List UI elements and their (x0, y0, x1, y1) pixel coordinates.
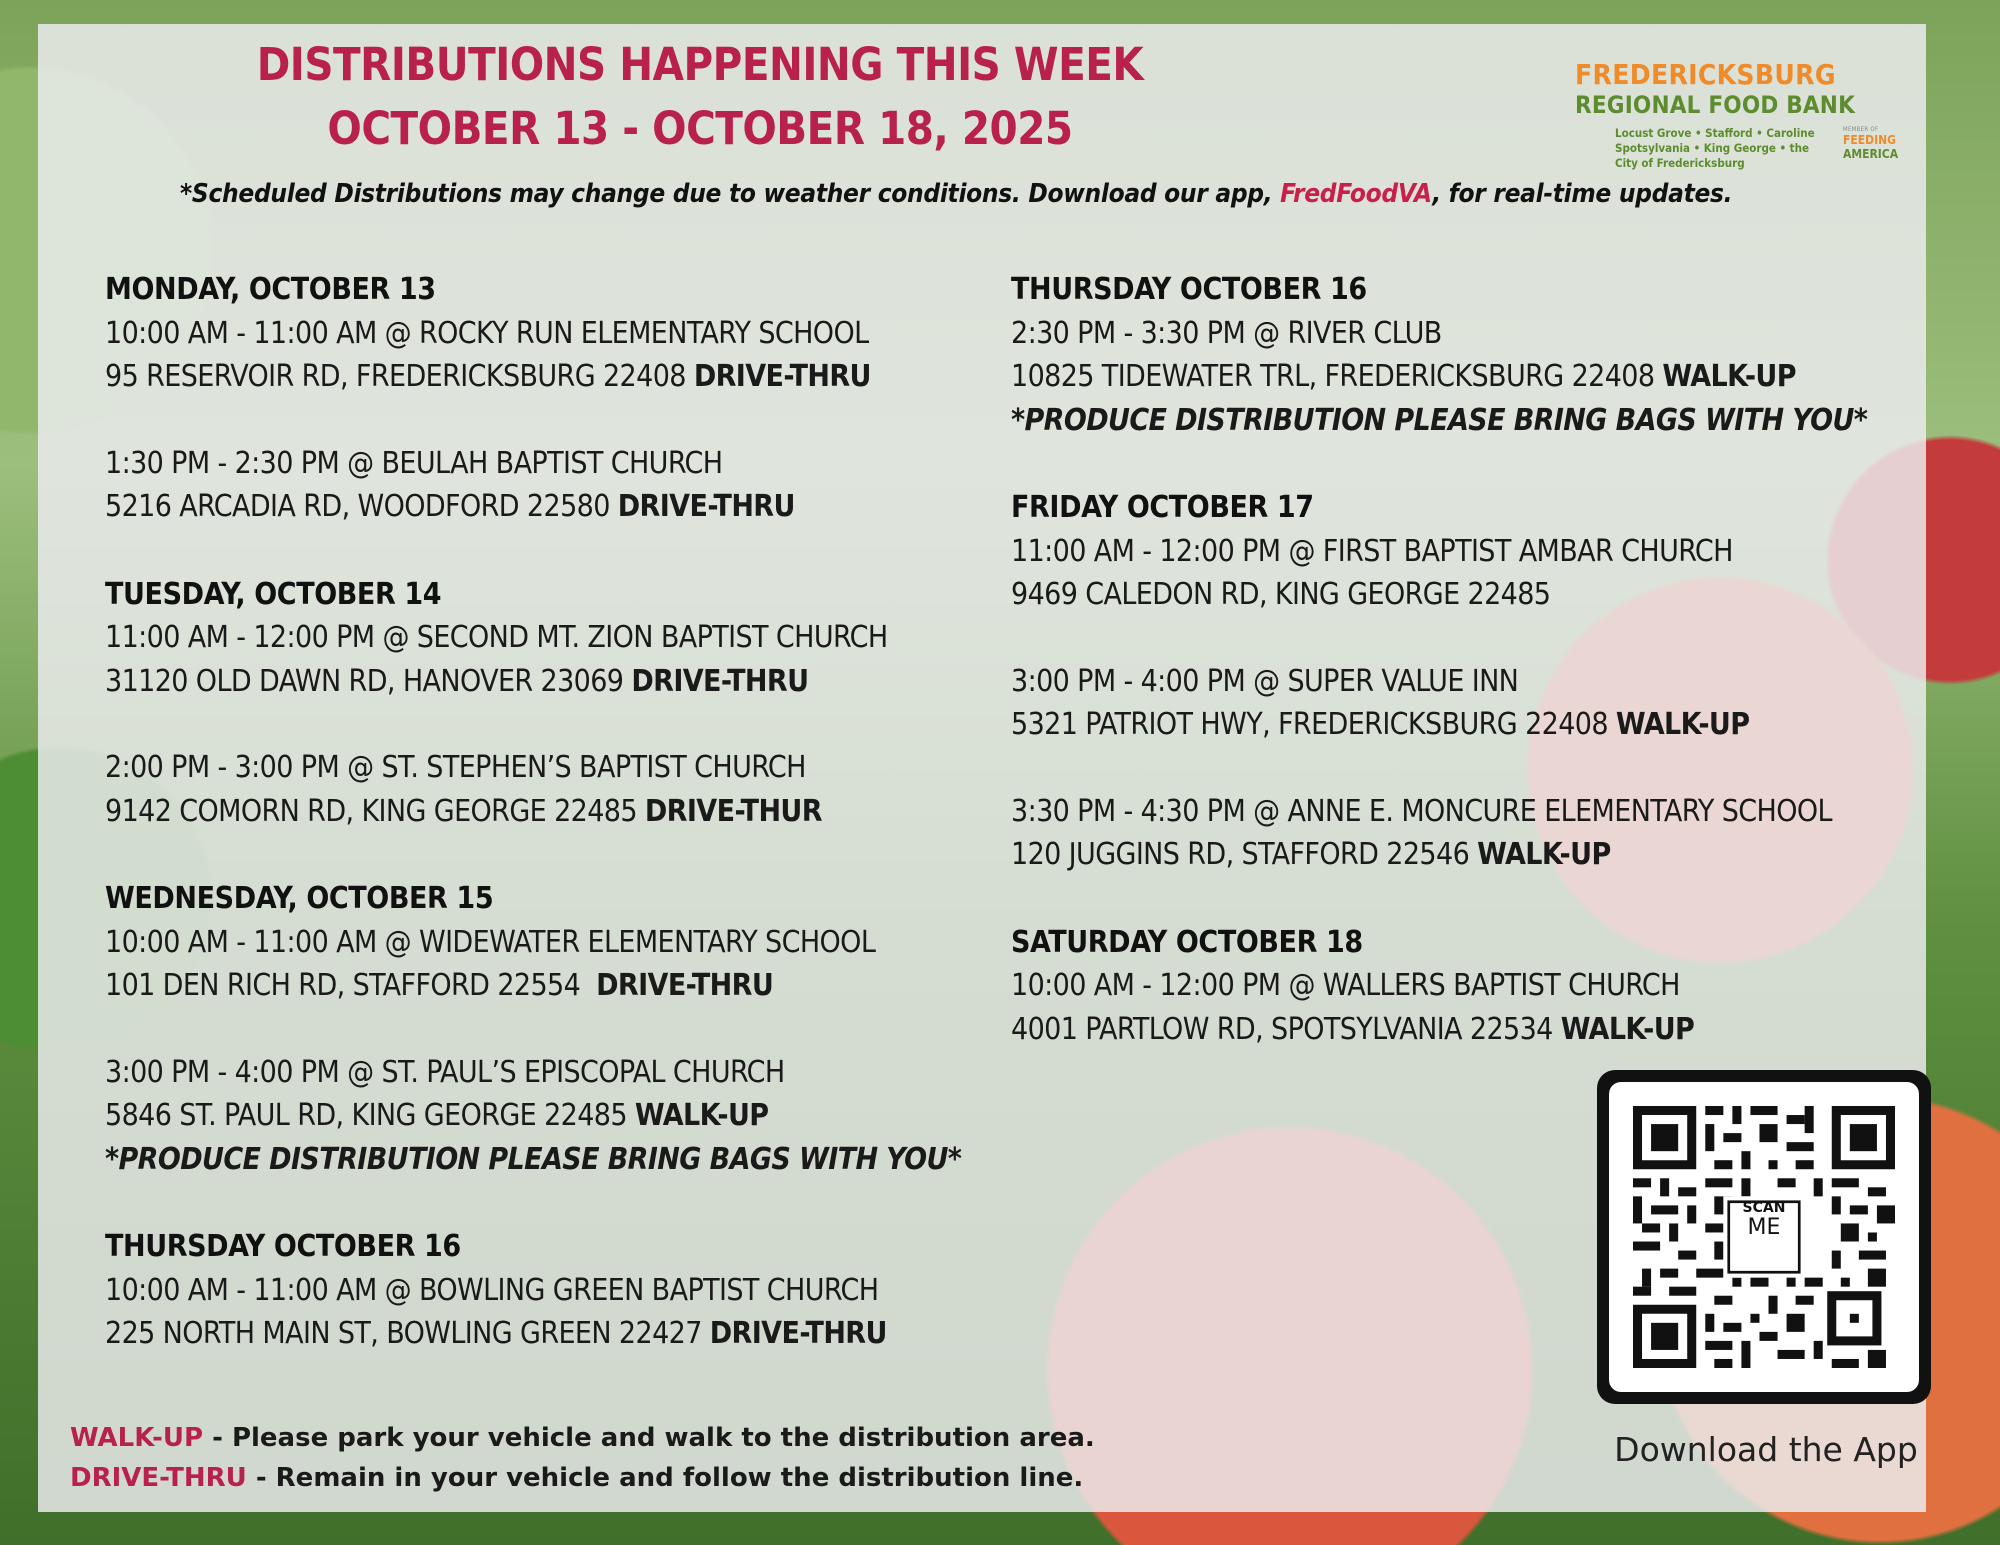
legend (70, 1418, 1095, 1498)
entry-address: 225 NORTH MAIN ST, BOWLING GREEN 22427 DRIVE-THRU (105, 1316, 887, 1351)
entry-address: 4001 PARTLOW RD, SPOTSYLVANIA 22534 WALK-UP (1011, 1011, 1695, 1047)
feeding-america-logo: MEMBER OF FEEDING AMERICA (1843, 126, 1899, 161)
weather-note: *Scheduled Distributions may change due to weather conditions. Download our app, FredFoodVA, for real-time updates. (180, 179, 1733, 209)
entry-address: 95 RESERVOIR RD, FREDERICKSBURG 22408 DRIVE-THRU (105, 359, 871, 394)
entry-time-location: 3:00 PM - 4:00 PM @ SUPER VALUE INN (1011, 663, 1519, 699)
produce-note: *PRODUCE DISTRIBUTION PLEASE BRING BAGS WITH YOU* (105, 1141, 962, 1177)
entry-address: 120 JUGGINS RD, STAFFORD 22546 WALK-UP (1011, 837, 1611, 872)
entry-type-tag: WALK-UP (1615, 707, 1750, 742)
distribution-entry (1011, 964, 1911, 1051)
entry-address: 5321 PATRIOT HWY, FREDERICKSBURG 22408 WALK-UP (1011, 707, 1750, 742)
entry-time-location: 10:00 AM - 11:00 AM @ ROCKY RUN ELEMENTARY SCHOOL (105, 315, 869, 351)
entry-type-tag: WALK-UP (1662, 359, 1796, 394)
entry-time-location: 2:00 PM - 3:00 PM @ ST. STEPHEN’S BAPTIST CHURCH (105, 750, 806, 785)
day-block-thursday-a (105, 1225, 1005, 1356)
distribution-entry (1011, 530, 1911, 617)
day-heading: WEDNESDAY, OCTOBER 15 (105, 881, 494, 916)
entry-address: 9142 COMORN RD, KING GEORGE 22485 DRIVE-THUR (105, 793, 822, 829)
date-range-title: OCTOBER 13 - OCTOBER 18, 2025 (327, 102, 1073, 155)
entry-time-location: 10:00 AM - 11:00 AM @ WIDEWATER ELEMENTARY SCHOOL (105, 924, 876, 960)
entry-address: 31120 OLD DAWN RD, HANOVER 23069 DRIVE-THRU (105, 663, 809, 699)
food-bank-logo (1575, 58, 1935, 170)
distribution-entry (105, 921, 1005, 1008)
legend-drive-thru: DRIVE-THRU - Remain in your vehicle and follow the distribution line. (70, 1463, 1084, 1493)
day-heading: TUESDAY, OCTOBER 14 (105, 576, 442, 612)
logo-service-areas: Locust Grove • Stafford • Caroline Spotsylvania • King George • the City of Fredericksburg (1615, 126, 1815, 170)
entry-type-tag: DRIVE-THRU (709, 1316, 887, 1351)
logo-line2: REGIONAL FOOD BANK (1575, 91, 1855, 119)
day-heading: THURSDAY OCTOBER 16 (1011, 272, 1367, 307)
distribution-entry (1011, 312, 1911, 443)
schedule-right-column (1011, 268, 1911, 1095)
entry-type-tag: DRIVE-THRU (693, 359, 871, 394)
day-heading: SATURDAY OCTOBER 18 (1011, 924, 1363, 960)
entry-time-location: 2:30 PM - 3:30 PM @ RIVER CLUB (1011, 315, 1442, 351)
distribution-entry (105, 1051, 1005, 1182)
entry-type-tag: WALK-UP (634, 1098, 769, 1133)
page-title: DISTRIBUTIONS HAPPENING THIS WEEK (256, 38, 1144, 91)
scan-me-label: SCAN ME (1742, 1200, 1786, 1240)
day-block-tuesday (105, 573, 1005, 834)
distribution-entry (105, 1269, 1005, 1356)
entry-time-location: 11:00 AM - 12:00 PM @ FIRST BAPTIST AMBAR CHURCH (1011, 533, 1733, 569)
app-qr-code[interactable] (1597, 1070, 1931, 1404)
entry-address: 5846 ST. PAUL RD, KING GEORGE 22485 WALK-UP (105, 1098, 769, 1133)
download-app-caption: Download the App (1614, 1430, 1918, 1469)
entry-type-tag: DRIVE-THRU (596, 968, 774, 1003)
entry-type-tag: WALK-UP (1477, 837, 1611, 872)
day-block-saturday (1011, 921, 1911, 1052)
distribution-entry (1011, 790, 1911, 877)
day-block-thursday-b (1011, 268, 1911, 442)
produce-note: *PRODUCE DISTRIBUTION PLEASE BRING BAGS WITH YOU* (1011, 402, 1868, 438)
entry-time-location: 1:30 PM - 2:30 PM @ BEULAH BAPTIST CHURCH (105, 445, 723, 481)
distribution-entry (105, 746, 1005, 833)
entry-address: 10825 TIDEWATER TRL, FREDERICKSBURG 22408 WALK-UP (1011, 359, 1796, 394)
entry-address: 9469 CALEDON RD, KING GEORGE 22485 (1011, 577, 1551, 612)
legend-walk-up: WALK-UP - Please park your vehicle and walk to the distribution area. (70, 1423, 1095, 1453)
entry-type-tag: DRIVE-THUR (644, 793, 822, 829)
schedule-left-column (105, 268, 1005, 1400)
day-heading: FRIDAY OCTOBER 17 (1011, 490, 1314, 525)
entry-type-tag: DRIVE-THRU (631, 663, 809, 699)
entry-time-location: 11:00 AM - 12:00 PM @ SECOND MT. ZION BAPTIST CHURCH (105, 620, 888, 655)
entry-time-location: 10:00 AM - 12:00 PM @ WALLERS BAPTIST CHURCH (1011, 968, 1680, 1003)
entry-time-location: 10:00 AM - 11:00 AM @ BOWLING GREEN BAPTIST CHURCH (105, 1272, 879, 1308)
day-block-monday (105, 268, 1005, 529)
entry-time-location: 3:30 PM - 4:30 PM @ ANNE E. MONCURE ELEMENTARY SCHOOL (1011, 793, 1832, 829)
distribution-entry (1011, 660, 1911, 747)
entry-time-location: 3:00 PM - 4:00 PM @ ST. PAUL’S EPISCOPAL CHURCH (105, 1054, 785, 1090)
entry-address: 5216 ARCADIA RD, WOODFORD 22580 DRIVE-THRU (105, 489, 795, 524)
entry-type-tag: DRIVE-THRU (617, 489, 795, 524)
app-name-link[interactable]: FredFoodVA (1280, 179, 1433, 209)
entry-type-tag: WALK-UP (1560, 1011, 1695, 1047)
logo-line1: FREDERICKSBURG (1575, 58, 1836, 91)
day-heading: THURSDAY OCTOBER 16 (105, 1229, 461, 1264)
distribution-entry (105, 442, 1005, 529)
day-block-friday (1011, 486, 1911, 877)
distribution-entry (105, 616, 1005, 703)
day-heading: MONDAY, OCTOBER 13 (105, 272, 436, 307)
entry-address: 101 DEN RICH RD, STAFFORD 22554 DRIVE-THRU (105, 968, 774, 1003)
distribution-entry (105, 312, 1005, 399)
day-block-wednesday (105, 877, 1005, 1181)
